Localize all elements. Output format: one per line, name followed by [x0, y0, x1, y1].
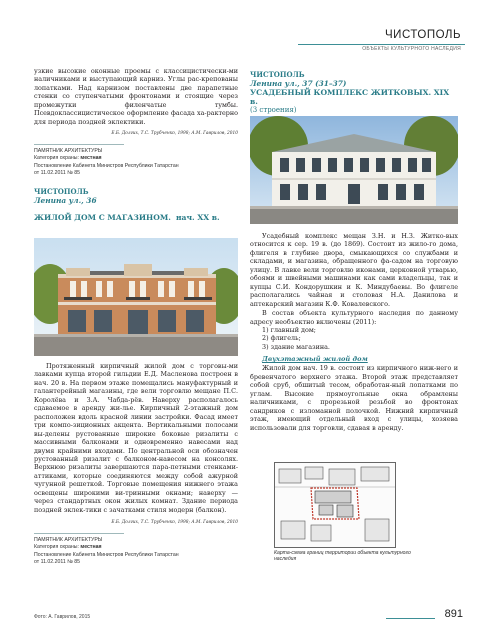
object-name: УСАДЕБНЫЙ КОМПЛЕКС ЖИТКОВЫХ. XIX в.	[250, 88, 450, 106]
left-column	[34, 67, 238, 224]
object-city: ЧИСТОПОЛЬ	[250, 70, 305, 79]
object-city: ЧИСТОПОЛЬ	[34, 186, 89, 196]
paragraph-house-description: Протяженный кирпичный жилой дом с торговы-ми лавками купца второй гильдии Е.Д. Масленова построен в нач. 20 в. На первом этаже помещались мануфактурный и галантерейный магазины, где вели торговлю мещане П.С. Королёва и З.А. Чабда-рёв. Наверху располагалось сдаваемое в аренду жи-лье. Кирпичный 2-этажный дом расположен вдоль красной линии застройки. Фасад имеет три компо-зиционных акцента. Вертикальными полосами вы-делены рустованные широкие боковые ризалиты с массивными балконами и одновременно навесами над двумя крайними входами. По центральной оси обозначен рустованный ризалит с балконом-навесом на консолях. Верхнюю ризалиты завершаются пара-петными стенками-аттиками, которые соединяются между собой ажурной чугунной решеткой. Торговые помещения нижнего этажа освещены широкими ви-тринными окнами; наверху — через стандартных окон жилых комнат. Здание периода поздней эклек-тики с зачатками стиля модерн (балкон).	[34, 362, 238, 514]
paragraph-composition: В состав объекта культурного наследия по данному адресу необъектно включены (2011):	[250, 309, 458, 326]
paragraph-house: Жилой дом нач. 19 в. состоит из кирпичного ниж-него и бревенчатого верхнего этажа. Второй этаж представляет собой сруб, обшитый тесом, обработан-ный лопатками по углам. Высокие прямоугольные окна обрамлены наличниками, с прорезьной резьбой во фронтонах сандриков с изломанной полочкой. Нижний кирпичный этаж, имеющий отдельный вход с улицы, хозяева использовали для торговли, сдавая в аренду.	[250, 364, 458, 432]
page-header-subtitle: ОБЪЕКТЫ КУЛЬТУРНОГО НАСЛЕДИЯ	[362, 46, 461, 52]
paragraph-estate-description: Усадебный комплекс мещан З.Н. и Н.З. Житко-вых относится к сер. 19 в. (до 1869). Состоит из жило-го дома, флигеля в глубине двора, смыкающихся со службами и складами, и магазина, обращенного фа-садом на торговую улицу. В лавке вели торговлю иконами, церковной утварью, обоями и швейными машинами как сами владельцы, так и купцы С.И. Кондорушкин и К. Миндубаевы. Во флигеле располагались чайная и столовая Н.А. Данилова и аптекарский магазин К.Ф. Ковалевского.	[250, 232, 458, 308]
component-item: 3) здание магазина.	[262, 342, 330, 351]
object-buildings: (3 строения)	[250, 106, 297, 114]
footer-rule	[386, 618, 435, 619]
object-name-line: ЖИЛОЙ ДОМ С МАГАЗИНОМ. нач. ХХ в.	[34, 212, 220, 222]
citation-2: Е.Б. Долгих, Т.С. Трубченко, 1998; А.М. Гаврилов, 2010	[111, 520, 238, 526]
decree-date: от 11.02.2011 № 85	[34, 169, 80, 176]
object-heading-2	[250, 70, 458, 114]
component-item: 2) флигель;	[262, 334, 301, 343]
photo-credit: Фото: А. Гаврилов, 2015	[34, 614, 91, 620]
component-item: 1) главный дом;	[262, 325, 316, 334]
decree-text: Постановление Кабинета Министров Республики Татарстан	[34, 162, 179, 169]
page-number: 891	[444, 608, 463, 620]
components-list	[250, 326, 458, 351]
object-address: Ленина ул., 36	[34, 195, 97, 205]
decree-text: Постановление Кабинета Министров Республики Татарстан	[34, 551, 179, 558]
monument-label: ПАМЯТНИК АРХИТЕКТУРЫ	[34, 537, 103, 544]
monument-block-2	[34, 537, 238, 566]
header-rule	[298, 44, 465, 45]
object-heading-1	[34, 187, 238, 224]
subheading-house: Двухэтажный жилой дом	[262, 355, 368, 364]
photo-house-lenina-36	[34, 238, 238, 356]
category-line: Категория охраны: местная	[34, 544, 102, 551]
decree-date: от 11.02.2011 № 85	[34, 558, 80, 565]
object-address: Ленина ул., 37 (31–37)	[250, 79, 347, 88]
citation-1: Е.Б. Долгих, Т.С. Трубченко, 1998; А.М. Гаврилов, 2010	[111, 131, 238, 137]
monument-block-1	[34, 148, 238, 177]
map-caption: Карта-схема границ территории объекта культурного наследия	[274, 550, 411, 563]
left-column-lower	[34, 362, 238, 566]
right-column-text	[250, 232, 458, 432]
monument-divider-2	[34, 533, 124, 534]
monument-divider	[34, 144, 124, 145]
page-header-title: ЧИСТОПОЛЬ	[385, 29, 461, 41]
paragraph-intro: узкие высокие оконные проемы с классицистически-ми наличниками и выступающий карниз. Углы рас-крепованы лопатками. Над карнизом поставлены две парапетные стенки со ступенчатыми фронтонами и стоящие через промежутки филенчатые тумбы. Псевдоклассицистическое оформление фасада ха-рактерно для периода поздней эклектики.	[34, 67, 238, 126]
category-line: Категория охраны: местная	[34, 155, 102, 162]
monument-label: ПАМЯТНИК АРХИТЕКТУРЫ	[34, 148, 103, 155]
site-boundary-map	[274, 462, 396, 548]
photo-zhitkov-estate	[250, 116, 458, 224]
